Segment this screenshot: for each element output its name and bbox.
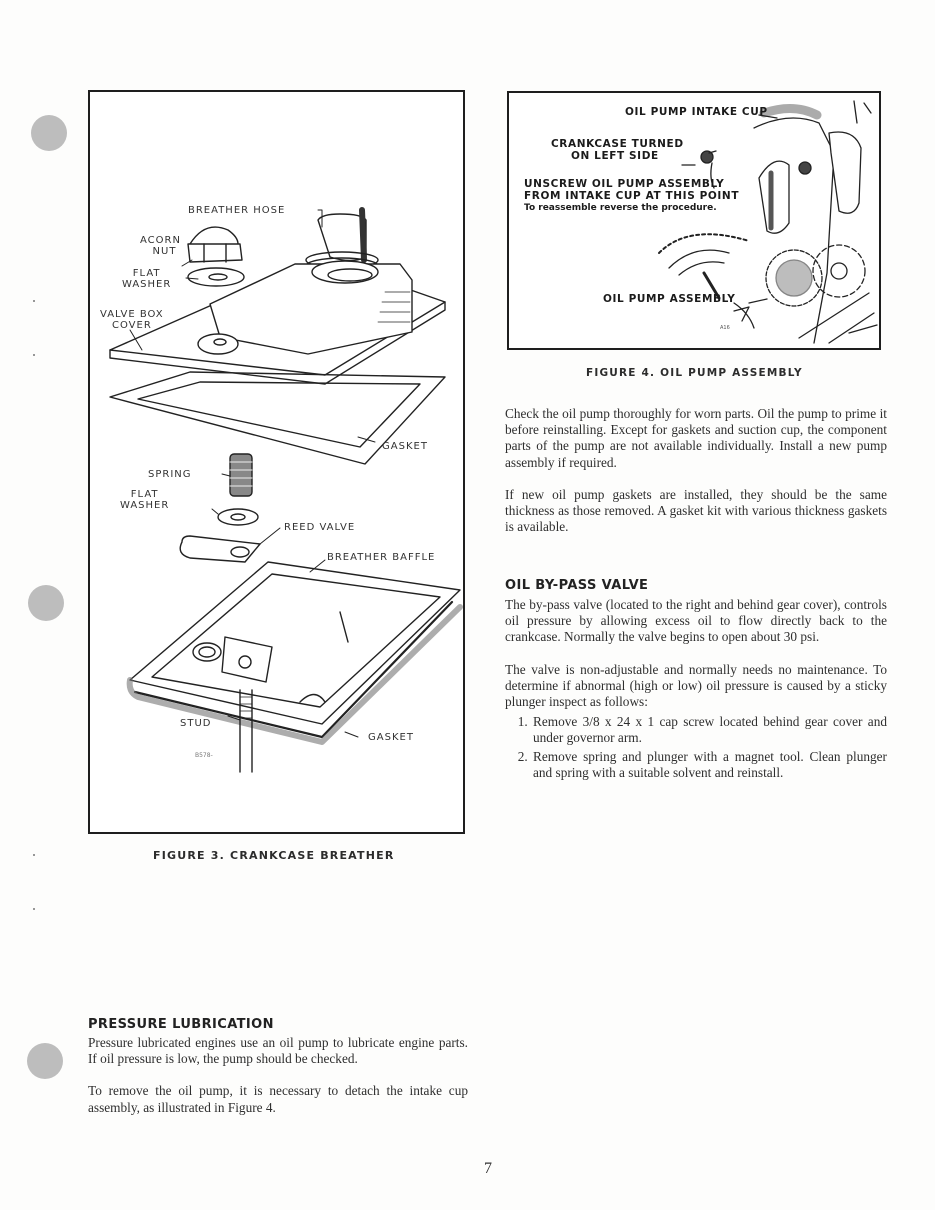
figure-4-caption: FIGURE 4. OIL PUMP ASSEMBLY: [586, 367, 803, 379]
step-item: 2. Remove spring and plunger with a magnet tool. Clean plunger and spring with a suitable solvent and reinstall.: [531, 749, 887, 781]
label-acorn-nut-line1: ACORN: [140, 235, 181, 246]
punch-hole-middle: [28, 585, 64, 621]
label-gasket-bottom: GASKET: [368, 732, 414, 743]
oil-pump-gasket-paragraph: If new oil pump gaskets are installed, they should be the same thickness as those removed. A gasket kit with various thickness gaskets is available.: [505, 486, 887, 535]
label-flat-washer-top: [122, 268, 171, 290]
label-flat-washer-bottom: [120, 489, 169, 511]
label-unscrew-oil-pump: [524, 178, 739, 214]
bypass-maintenance-paragraph: The valve is non-adjustable and normally needs no maintenance. To determine if abnormal (high or low) oil pressure is caused by a sticky plunger inspect as follows:: [505, 661, 887, 710]
oil-bypass-valve-heading: OIL BY-PASS VALVE: [505, 578, 649, 593]
remove-oil-pump-paragraph: To remove the oil pump, it is necessary to detach the intake cup assembly, as illustrated in Figure 4.: [88, 1083, 468, 1115]
margin-speck: [33, 300, 35, 302]
label-valve-box-cover-line2: COVER: [112, 320, 152, 331]
drawing-code-fig4: A16: [720, 325, 730, 331]
label-spring: SPRING: [148, 469, 192, 480]
right-column-text: [505, 406, 887, 535]
bypass-inspection-steps: [505, 714, 887, 781]
punch-hole-top: [31, 115, 67, 151]
label-acorn-nut: [140, 235, 181, 257]
label-acorn-nut-line2: NUT: [152, 246, 177, 257]
margin-speck: [33, 354, 35, 356]
oil-pump-assembly-illustration: [509, 93, 879, 348]
figure-3-crankcase-breather: [88, 90, 465, 834]
label-crankcase-turned-line1: CRANKCASE TURNED: [551, 138, 684, 150]
label-oil-pump-intake-cup: OIL PUMP INTAKE CUP: [625, 106, 768, 118]
label-breather-baffle: BREATHER BAFFLE: [327, 552, 436, 563]
punch-hole-bottom: [27, 1043, 63, 1079]
label-reassemble-note: To reassemble reverse the procedure.: [524, 203, 717, 213]
bypass-description-paragraph: The by-pass valve (located to the right and behind gear cover), controls oil pressure by allowing excess oil to flow directly back to the crankcase. Normally the valve begins to open about 30 psi.: [505, 597, 887, 645]
step-item: 1. Remove 3/8 x 24 x 1 cap screw located behind gear cover and under governor arm.: [531, 714, 887, 746]
crankcase-breather-illustration: [90, 92, 463, 832]
label-crankcase-turned: [551, 138, 684, 162]
page-number: 7: [484, 1160, 492, 1177]
oil-pump-check-paragraph: Check the oil pump thoroughly for worn parts. Oil the pump to prime it before reinstalling. Except for gaskets and suction cup, the component parts of the pump are not available individually. Install a new pump assembly if required.: [505, 406, 887, 470]
pressure-lubrication-text: [88, 1035, 468, 1116]
label-flat-washer-top-line2: WASHER: [122, 279, 172, 290]
label-flat-washer-bottom-line2: WASHER: [120, 500, 170, 511]
label-flat-washer-top-line1: FLAT: [132, 268, 161, 279]
bypass-section-text: [505, 597, 887, 783]
label-oil-pump-assembly: OIL PUMP ASSEMBLY: [603, 293, 736, 305]
label-valve-box-cover-line1: VALVE BOX: [100, 309, 164, 320]
label-breather-hose: BREATHER HOSE: [188, 205, 286, 216]
figure-3-caption: FIGURE 3. CRANKCASE BREATHER: [153, 849, 395, 862]
label-gasket-top: GASKET: [382, 441, 428, 452]
label-unscrew-line1: UNSCREW OIL PUMP ASSEMBLY: [524, 178, 725, 190]
drawing-code-fig3: B578-: [195, 752, 213, 759]
label-reed-valve: REED VALVE: [284, 522, 356, 533]
figure-4-oil-pump-assembly: [507, 91, 881, 350]
label-unscrew-line2: FROM INTAKE CUP AT THIS POINT: [524, 190, 740, 202]
pressure-lubrication-heading: PRESSURE LUBRICATION: [88, 1017, 274, 1032]
pressure-lubrication-paragraph: Pressure lubricated engines use an oil pump to lubricate engine parts. If oil pressure is low, the pump should be checked.: [88, 1035, 468, 1067]
label-valve-box-cover: [100, 309, 164, 331]
label-flat-washer-bottom-line1: FLAT: [130, 489, 159, 500]
margin-speck: [33, 908, 35, 910]
margin-speck: [33, 854, 35, 856]
label-stud: STUD: [180, 718, 212, 729]
label-crankcase-turned-line2: ON LEFT SIDE: [571, 150, 659, 162]
